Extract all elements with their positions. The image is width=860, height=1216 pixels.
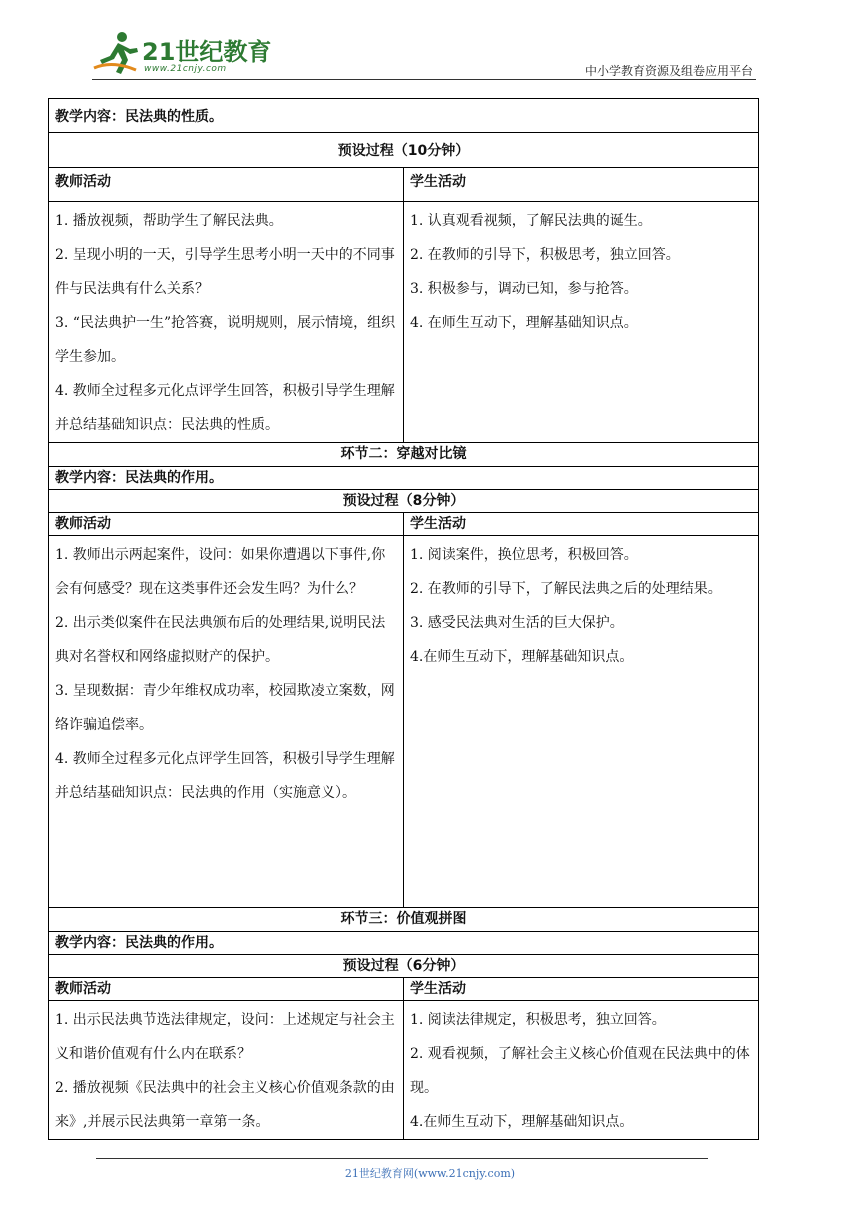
process-row: [49, 490, 759, 513]
list-item: 3. 感受民法典对生活的巨大保护。: [410, 615, 624, 631]
list-item: 1. 出示民法典节选法律规定，设问：上述规定与社会主义和谐价值观有什么内在联系？: [55, 1012, 395, 1062]
content-label: 教学内容：民法典的作用。: [49, 467, 759, 490]
content-label: 教学内容：民法典的性质。: [49, 99, 759, 133]
stage-row: [49, 908, 759, 932]
list-item: 2. 播放视频《民法典中的社会主义核心价值观条款的由来》,并展示民法典第一章第一条。: [55, 1080, 395, 1130]
runner-logo-icon: [92, 30, 142, 76]
activity-row: [49, 1001, 759, 1140]
activity-row: [49, 202, 759, 443]
footer-text: 21世纪教育网(www.21cnjy.com): [344, 1167, 516, 1180]
stage-title: 环节二：穿越对比镜: [49, 443, 759, 467]
list-item: 1. 认真观看视频，了解民法典的诞生。: [410, 213, 652, 229]
content-row: [49, 99, 759, 133]
header-divider: [92, 79, 756, 80]
lesson-plan-table: [48, 98, 759, 1140]
teacher-activities: [49, 202, 404, 443]
teacher-header: 教师活动: [49, 168, 404, 202]
stage-title: 环节三：价值观拼图: [49, 908, 759, 932]
logo-url: www.21cnjy.com: [144, 64, 227, 74]
list-item: 2. 在教师的引导下，了解民法典之后的处理结果。: [410, 581, 722, 597]
list-item: 1. 阅读案件，换位思考，积极回答。: [410, 547, 638, 563]
list-item: 1. 播放视频，帮助学生了解民法典。: [55, 213, 283, 229]
student-header: 学生活动: [404, 978, 759, 1001]
process-row: [49, 133, 759, 168]
activity-header-row: [49, 168, 759, 202]
list-item: 4.在师生互动下，理解基础知识点。: [410, 1114, 634, 1130]
list-item: 1. 阅读法律规定，积极思考，独立回答。: [410, 1012, 666, 1028]
activity-row: [49, 536, 759, 908]
list-item: 3. 积极参与，调动已知，参与抢答。: [410, 281, 638, 297]
student-header: 学生活动: [404, 513, 759, 536]
stage-row: [49, 443, 759, 467]
activity-header-row: [49, 513, 759, 536]
logo: [92, 30, 292, 80]
list-item: 2. 呈现小明的一天，引导学生思考小明一天中的不同事件与民法典有什么关系？: [55, 247, 395, 297]
process-label: 预设过程（10分钟）: [49, 133, 759, 168]
platform-label: 中小学教育资源及组卷应用平台: [584, 64, 753, 78]
footer-divider: [96, 1158, 708, 1159]
activity-header-row: [49, 978, 759, 1001]
student-activities: [404, 202, 759, 443]
list-item: 4. 教师全过程多元化点评学生回答，积极引导学生理解并总结基础知识点：民法典的性质。: [55, 383, 395, 433]
list-item: 3. “民法典护一生”抢答赛，说明规则，展示情境，组织学生参加。: [55, 315, 396, 365]
content-row: [49, 932, 759, 955]
teacher-activities: [49, 1001, 404, 1140]
student-header: 学生活动: [404, 168, 759, 202]
teacher-header: 教师活动: [49, 978, 404, 1001]
teacher-header: 教师活动: [49, 513, 404, 536]
list-item: 2. 观看视频，了解社会主义核心价值观在民法典中的体现。: [410, 1046, 750, 1096]
content-row: [49, 467, 759, 490]
student-activities: [404, 536, 759, 908]
process-label: 预设过程（6分钟）: [49, 955, 759, 978]
process-row: [49, 955, 759, 978]
page-header: [0, 0, 860, 90]
list-item: 1. 教师出示两起案件，设问：如果你遭遇以下事件,你会有何感受？现在这类事件还会发生吗？为什么？: [55, 547, 386, 597]
list-item: 2. 在教师的引导下，积极思考，独立回答。: [410, 247, 680, 263]
student-activities: [404, 1001, 759, 1140]
list-item: 4. 在师生互动下，理解基础知识点。: [410, 315, 638, 331]
list-item: 4.在师生互动下，理解基础知识点。: [410, 649, 634, 665]
list-item: 3. 呈现数据：青少年维权成功率，校园欺凌立案数，网络诈骗追偿率。: [55, 683, 395, 733]
list-item: 2. 出示类似案件在民法典颁布后的处理结果,说明民法典对名誉权和网络虚拟财产的保护。: [55, 615, 386, 665]
teacher-activities: [49, 536, 404, 908]
content-label: 教学内容：民法典的作用。: [49, 932, 759, 955]
list-item: 4. 教师全过程多元化点评学生回答，积极引导学生理解并总结基础知识点：民法典的作用（实施意义）。: [55, 751, 395, 801]
process-label: 预设过程（8分钟）: [49, 490, 759, 513]
logo-text: 21世纪教育: [142, 38, 272, 66]
